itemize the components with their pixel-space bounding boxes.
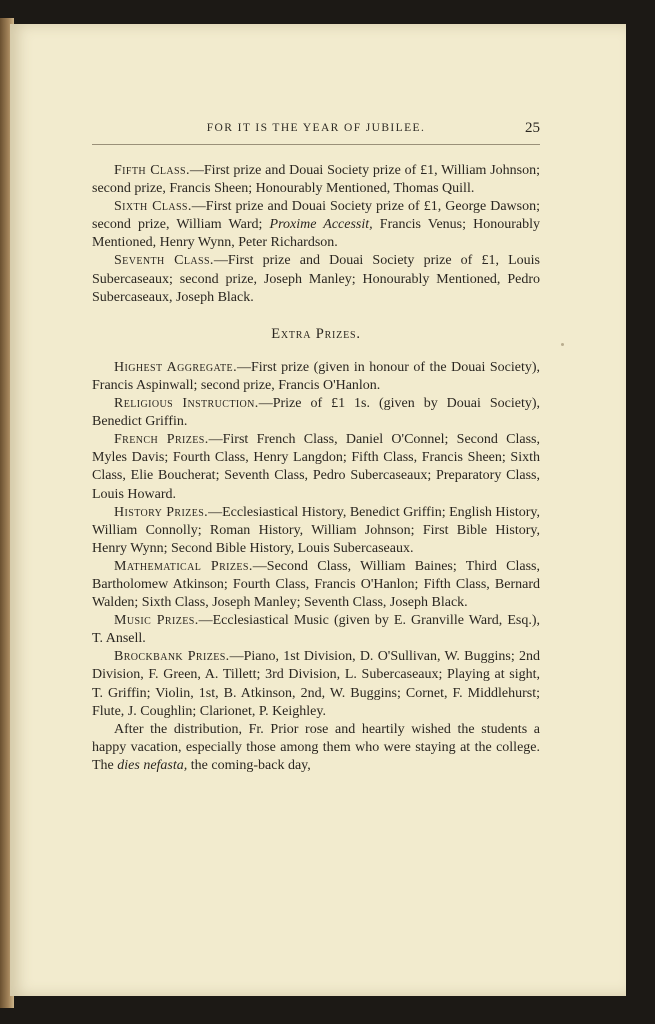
- paragraph-text: —Ecclesiastical Music (given by E. Granville Ward, Esq.), T. Ansell.: [92, 613, 540, 647]
- prize-paragraph-history: [92, 504, 540, 558]
- prize-paragraph-french: [92, 431, 540, 503]
- paragraph-text: —Piano, 1st Division, D. O'Sullivan, W. Buggins; 2nd Division, F. Green, A. Tillett; 3rd Division, L. Subercaseaux; Playing at sight, T. Griffin; Violin, 1st, B. Atkinson, 2nd, W. Buggins; Cornet, F. Middlehurst; Flute, J. Coughlin; Clarionet, P. Keighley.: [92, 649, 541, 719]
- paper-spot: [561, 343, 564, 346]
- class-label: Fifth Class.: [114, 163, 190, 178]
- prize-paragraph-religious-instruction: [92, 395, 540, 431]
- page-body: [92, 162, 540, 775]
- paragraph-text: —Prize of £1 1s. (given by Douai Society), Benedict Griffin.: [92, 396, 540, 430]
- prize-label: Mathematical Prizes.: [114, 558, 253, 574]
- prize-label: History Prizes.: [114, 504, 209, 520]
- paragraph-text: —First French Class, Daniel O'Connel; Second Class, Myles Davis; Fourth Class, Henry Langdon; Fifth Class, Francis Sheen; Sixth Class, Elie Boucherat; Seventh Class, Pedro Subercaseaux; Preparatory Class, Louis Howard.: [92, 432, 540, 502]
- book-page: [10, 24, 626, 996]
- class-label: Sixth Class.: [114, 199, 192, 215]
- prize-paragraph-fifth-class: [92, 162, 540, 198]
- section-heading: Extra Prizes.: [271, 325, 361, 342]
- paragraph-text: After the distribution, Fr. Prior rose and heartily wished the students a happy vacation, especially those among them who were staying at the college. The: [92, 721, 540, 773]
- class-label: Seventh Class.: [114, 253, 214, 269]
- prize-paragraph-mathematical: [92, 558, 540, 612]
- running-header: [92, 122, 540, 145]
- prize-paragraph-brockbank: [92, 648, 540, 720]
- prize-label: Brockbank Prizes.: [114, 649, 230, 665]
- prize-paragraph-music: [92, 612, 540, 648]
- prize-paragraph-highest-aggregate: [92, 359, 540, 395]
- closing-paragraph: [92, 721, 540, 775]
- prize-label: Music Prizes.: [114, 613, 199, 629]
- italic-phrase: Proxime Accessit,: [269, 217, 373, 233]
- paragraph-text: Francis Venus; Honourably Mentioned, Henry Wynn, Peter Richardson.: [92, 217, 540, 251]
- prize-label: Highest Aggregate.: [114, 359, 237, 375]
- paragraph-text: —First prize (given in honour of the Douai Society), Francis Aspinwall; second prize, Francis O'Hanlon.: [92, 359, 540, 393]
- prize-paragraph-seventh-class: [92, 252, 540, 306]
- running-title: FOR IT IS THE YEAR OF JUBILEE.: [206, 122, 426, 134]
- paragraph-text: —Ecclesiastical History, Benedict Griffin; English History, William Connolly; Roman History, William Johnson; First Bible History, Henry Wynn; Second Bible History, Louis Subercaseaux.: [92, 504, 540, 556]
- prize-label: French Prizes.: [114, 432, 209, 448]
- paragraph-text: —First prize and Douai Society prize of £1, George Dawson; second prize, William Ward;: [92, 199, 541, 233]
- page-number: 25: [525, 120, 540, 136]
- italic-phrase: dies nefasta,: [117, 757, 188, 773]
- paragraph-text: —Second Class, William Baines; Third Class, Bartholomew Atkinson; Fourth Class, Francis O'Hanlon; Fifth Class, Bernard Walden; Sixth Class, Joseph Manley; Seventh Class, Joseph Black.: [92, 558, 540, 611]
- prize-paragraph-sixth-class: [92, 198, 540, 252]
- paragraph-text: the coming-back day,: [187, 757, 311, 773]
- paragraph-text: —First prize and Douai Society prize of £1, William Johnson; second prize, Francis Sheen; Honourably Mentioned, Thomas Quill.: [92, 163, 540, 197]
- paragraph-text: —First prize and Douai Society prize of £1, Louis Subercaseaux; second prize, Joseph Manley; Honourably Mentioned, Pedro Subercaseaux, Joseph Black.: [92, 253, 541, 305]
- prize-label: Religious Instruction.: [114, 396, 259, 412]
